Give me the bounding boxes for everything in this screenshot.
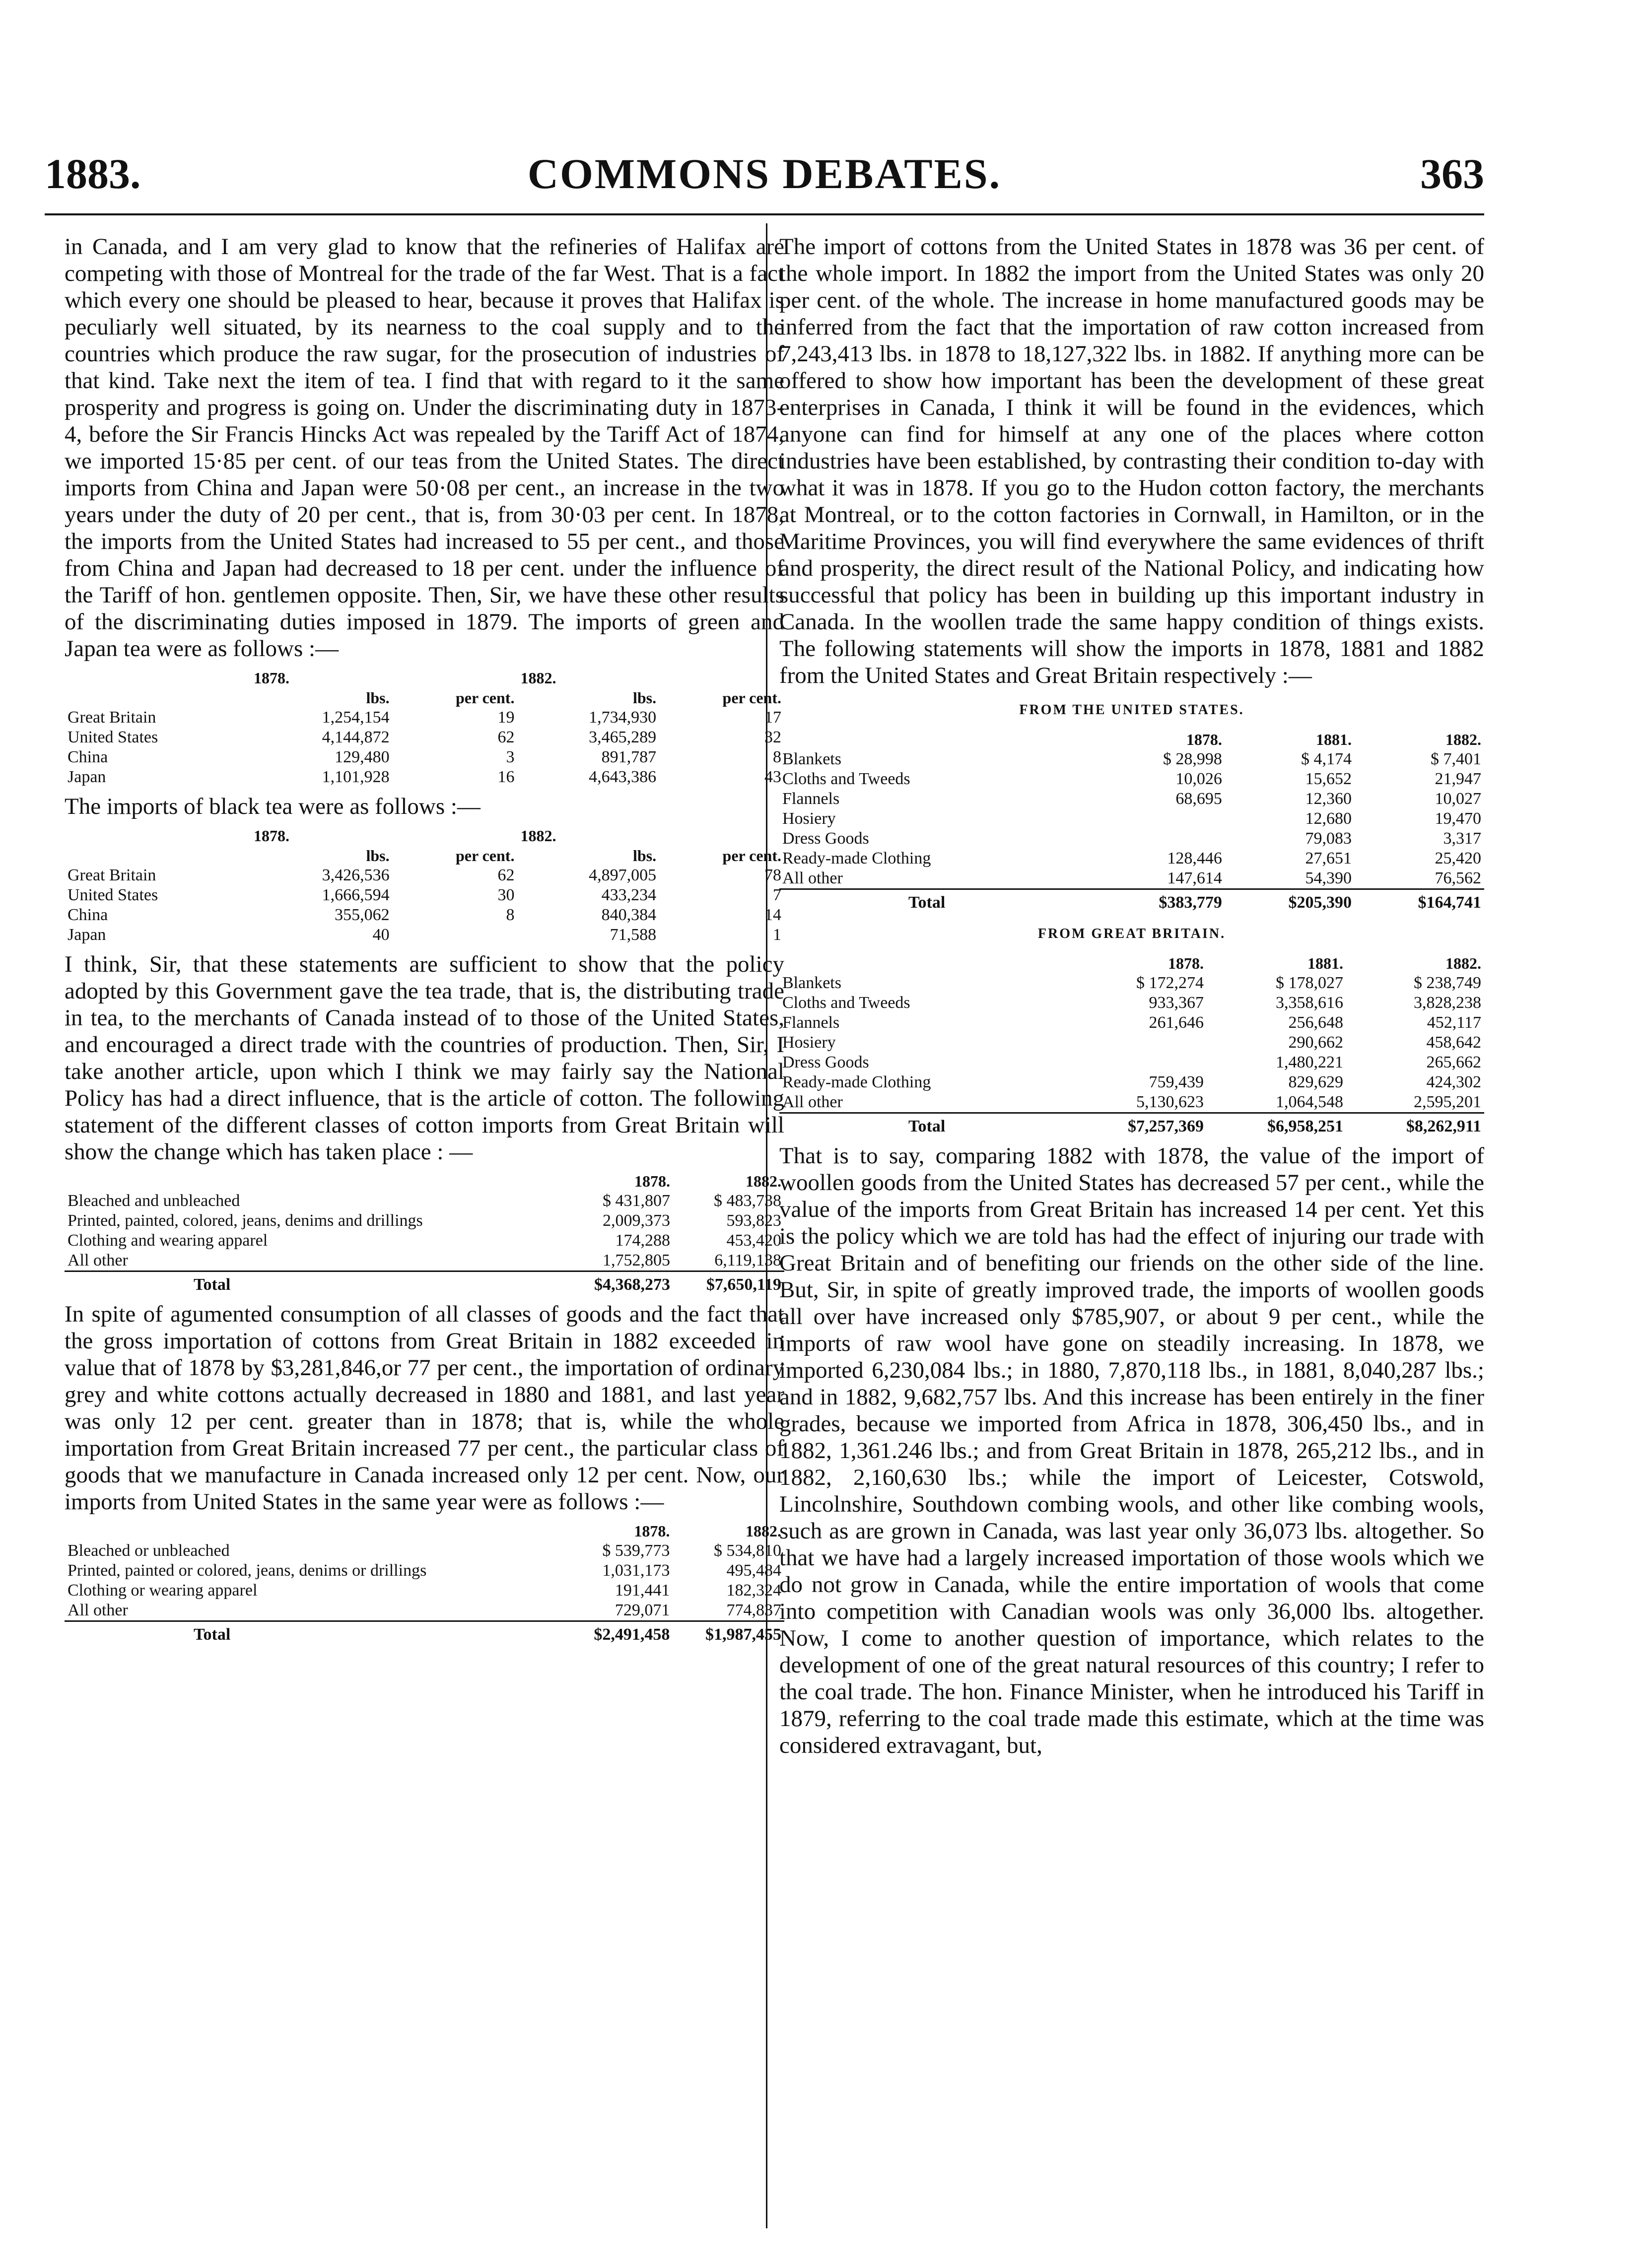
row-label: Great Britain — [68, 866, 156, 884]
total-cell: $2,491,458 — [561, 1621, 673, 1645]
cell: $ 28,998 — [1163, 750, 1222, 768]
cell: $ 7,401 — [1431, 750, 1481, 768]
cell: 2,595,201 — [1414, 1093, 1481, 1111]
cell: 79,083 — [1305, 829, 1352, 848]
row-label: Ready-made Clothing — [782, 1073, 931, 1091]
row-label: All other — [68, 1601, 128, 1619]
cell: 17 — [764, 708, 781, 727]
row-label: Cloths and Tweeds — [782, 994, 910, 1012]
table-header-units — [65, 688, 784, 708]
cell — [1067, 1053, 1207, 1072]
cell: 3,465,289 — [589, 728, 657, 746]
row-label: All other — [782, 869, 843, 887]
row-label: All other — [782, 1093, 843, 1111]
table-row — [779, 769, 1484, 789]
total-row — [779, 889, 1484, 913]
paragraph: In spite of agumented consumption of all classes of goods and the fact that the gross importation of cottons from Great Britain in 1882 exceeded in value that of 1878 by $3,281,846,or 77 per cent., the importation of ordinary grey and white cottons actually decreased in 1880 and 1881, and last year was only 12 per cent. greater than in 1878; that is, while the whole importation from Great Britain increased 77 per cent., the particular class of goods that we manufacture in Canada increased only 12 per cent. Now, our imports from United States in the same year were as follows :— — [65, 1301, 784, 1515]
cell: 759,439 — [1149, 1073, 1204, 1091]
table-row — [65, 885, 784, 905]
row-label: Japan — [68, 926, 106, 944]
year-header: 1881. — [1315, 731, 1352, 748]
row-label: Cloths and Tweeds — [782, 770, 910, 788]
total-cell: $7,650,119 — [673, 1271, 784, 1295]
cell: 774,837 — [726, 1601, 781, 1619]
cell: 840,384 — [601, 906, 657, 924]
cell: 62 — [497, 728, 515, 746]
total-cell: $4,368,273 — [560, 1271, 673, 1295]
table-row — [65, 866, 784, 885]
table-row — [779, 849, 1484, 868]
row-label: Ready-made Clothing — [782, 849, 931, 867]
cell: 19 — [497, 708, 515, 727]
table-caption: FROM GREAT BRITAIN. — [1037, 926, 1226, 941]
header-title: COMMONS DEBATES. — [527, 150, 1002, 198]
cell: $ 431,807 — [602, 1192, 670, 1210]
row-label: Printed, painted, colored, jeans, denims and drillings — [68, 1211, 423, 1230]
year-header: 1882. — [520, 669, 556, 687]
cotton-us-table — [65, 1521, 784, 1645]
row-label: Dress Goods — [782, 829, 869, 848]
cell: 729,071 — [615, 1601, 670, 1619]
cell: 261,646 — [1149, 1013, 1204, 1032]
paragraph: The imports of black tea were as follows :— — [65, 794, 481, 819]
cell: 829,629 — [1288, 1073, 1344, 1091]
cell: 3,426,536 — [322, 866, 390, 884]
cell — [393, 925, 518, 945]
cell: 5,130,623 — [1136, 1093, 1204, 1111]
row-label: China — [68, 748, 108, 766]
year-header: 1882. — [746, 1172, 781, 1190]
table-header-years — [779, 730, 1484, 749]
table-row — [779, 868, 1484, 889]
row-label: China — [68, 906, 108, 924]
cell: 1,734,930 — [589, 708, 657, 727]
unit-header: lbs. — [632, 847, 657, 865]
unit-header: per cent. — [455, 689, 515, 707]
cell: 62 — [497, 866, 515, 884]
total-label: Total — [779, 889, 1096, 913]
table-row — [779, 1013, 1484, 1033]
table-header-years — [65, 1171, 784, 1191]
cell — [1096, 829, 1225, 849]
cell: 1,752,805 — [602, 1251, 670, 1269]
cell: 191,441 — [615, 1581, 670, 1600]
cell: 128,446 — [1167, 849, 1222, 867]
cell: 4,897,005 — [589, 866, 657, 884]
cell: 453,420 — [726, 1231, 781, 1250]
cell — [1067, 1033, 1207, 1053]
cell: 12,360 — [1305, 790, 1352, 808]
right-column — [779, 233, 1484, 1759]
cell: 10,026 — [1175, 770, 1222, 788]
row-label: United States — [68, 728, 158, 746]
cell: 1,064,548 — [1276, 1093, 1344, 1111]
header-year: 1883. — [45, 150, 141, 198]
table-row — [65, 767, 784, 787]
cell: 4,144,872 — [322, 728, 390, 746]
table-header-years — [65, 668, 784, 688]
page-number: 363 — [1420, 150, 1484, 198]
paragraph: I think, Sir, that these statements are sufficient to show that the policy adopted by this Government gave the tea trade, that is, the distributing trade in tea, to the merchants of Canada instead of to those of the United States, and encouraged a direct trade with the countries of production. Then, Sir, I take another article, upon which I think we may fairly say the National Policy has had a direct influence, that is the article of cotton. The following statement of the different classes of cotton imports from Great Britain will show the change which has taken place : — — [65, 951, 784, 1165]
table-header-years — [779, 953, 1484, 973]
cell: 147,614 — [1167, 869, 1222, 887]
row-label: Dress Goods — [782, 1053, 869, 1071]
cell: 3,317 — [1443, 829, 1481, 848]
table-row — [779, 1033, 1484, 1053]
table-row — [65, 1191, 784, 1211]
year-header: 1878. — [253, 669, 289, 687]
table-row — [65, 925, 784, 945]
row-label: United States — [68, 886, 158, 904]
cell: 1,254,154 — [322, 708, 390, 727]
row-label: Printed, painted or colored, jeans, denims or drillings — [68, 1561, 427, 1580]
row-label: Blankets — [782, 974, 841, 992]
cell: 10,027 — [1435, 790, 1481, 808]
year-header: 1878. — [253, 827, 289, 845]
total-cell: $205,390 — [1225, 889, 1355, 913]
cell: 54,390 — [1305, 869, 1352, 887]
cell: 7 — [773, 886, 781, 904]
table-caption: FROM THE UNITED STATES. — [1019, 702, 1244, 718]
cell: 40 — [372, 926, 390, 944]
cell: 1,031,173 — [602, 1561, 670, 1580]
cell: 355,062 — [335, 906, 390, 924]
table-header-units — [65, 846, 784, 866]
cell: 27,651 — [1305, 849, 1352, 867]
table-row — [779, 973, 1484, 993]
total-cell: $8,262,911 — [1346, 1113, 1484, 1137]
row-label: Bleached and unbleached — [68, 1192, 240, 1210]
cell: 2,009,373 — [602, 1211, 670, 1230]
cell: 12,680 — [1305, 809, 1352, 828]
year-header: 1878. — [634, 1522, 670, 1540]
table-row — [65, 905, 784, 925]
cell: $ 539,773 — [602, 1541, 670, 1560]
cell: 452,117 — [1427, 1013, 1481, 1032]
total-cell: $164,741 — [1355, 889, 1484, 913]
green-tea-table — [65, 668, 784, 787]
row-label: Clothing or wearing apparel — [68, 1581, 258, 1600]
table-row — [65, 1231, 784, 1251]
year-header: 1878. — [1168, 954, 1204, 972]
year-header: 1882. — [1445, 954, 1481, 972]
cell: 4,643,386 — [589, 768, 657, 786]
cell: 433,234 — [601, 886, 657, 904]
table-row — [65, 1601, 784, 1621]
cell: 891,787 — [601, 748, 657, 766]
cell: 6,119,138 — [714, 1251, 781, 1269]
cell: $ 534,810 — [714, 1541, 781, 1560]
table-row — [65, 728, 784, 747]
row-label: Bleached or unbleached — [68, 1541, 230, 1560]
table-row — [779, 809, 1484, 829]
table-row — [779, 993, 1484, 1013]
row-label: Japan — [68, 768, 106, 786]
row-label: Great Britain — [68, 708, 156, 727]
paragraph: in Canada, and I am very glad to know that the refineries of Halifax are competing with those of Montreal for the trade of the far West. That is a fact which every one should be pleased to hear, because it proves that Halifax is peculiarly well situated, by its nearness to the coal supply and to the countries which produce the raw sugar, for the prosecution of industries of that kind. Take next the item of tea. I find that with regard to it the same prosperity and progress is going on. Under the discriminating duty in 1873-4, before the Sir Francis Hincks Act was repealed by the Tariff Act of 1874, we imported 15·85 per cent. of our teas from the United States. The direct imports from China and Japan were 50·08 per cent., an increase in the two years under the duty of 20 per cent., that is, from 30·03 per cent. In 1878, the imports from the United States had increased to 55 per cent., and those from China and Japan had decreased to 18 per cent. under the influence of the Tariff of hon. gentlemen opposite. Then, Sir, we have these other results of the discriminating duties imposed in 1879. The imports of green and Japan tea were as follows :— — [65, 234, 784, 662]
wool-us-table — [779, 730, 1484, 913]
paragraph: That is to say, comparing 1882 with 1878, the value of the import of woollen goods from the United States has decreased 57 per cent., while the value of the imports from Great Britain has increased 14 per cent. Yet this is the policy which we are told has had the effect of injuring our trade with Great Britain and of benefiting our friends on the other side of the line. But, Sir, in spite of greatly improved trade, the imports of woollen goods all over have increased only $785,907, or about 9 per cent., while the imports of raw wool have gone on steadily increasing. In 1878, we imported 6,230,084 lbs.; in 1880, 7,870,118 lbs., in 1881, 8,040,287 lbs.; and in 1882, 9,682,757 lbs. And this increase has been entirely in the finer grades, because we imported from Africa in 1878, 306,450 lbs., and in 1882, 1,361.246 lbs.; and from Great Britain in 1878, 265,212 lbs., and in 1882, 2,160,630 lbs.; while the import of Leicester, Cotswold, Lincolnshire, Southdown combing wools, and other like combing wools, such as are grown in Canada, was last year only 36,073 lbs. altogether. So that we have had a largely increased importation of those wools which we do not grow in Canada, while the entire importation of wools that come into competition with Canadian wools was only 36,000 lbs. altogether. Now, I come to another question of importance, which relates to the development of one of the great natural resources of this country; I refer to the coal trade. The hon. Finance Minister, when he introduced his Tariff in 1879, referring to the coal trade made this estimate, which at the time was considered extravagant, but, — [779, 1143, 1484, 1758]
total-cell: $6,958,251 — [1207, 1113, 1346, 1137]
cell: 458,642 — [1426, 1033, 1481, 1052]
wool-gb-table — [779, 953, 1484, 1136]
cell: $ 238,749 — [1414, 974, 1481, 992]
total-label: Total — [65, 1271, 560, 1295]
row-label: Flannels — [782, 1013, 840, 1032]
year-header: 1882. — [1445, 731, 1481, 748]
row-label: All other — [68, 1251, 128, 1269]
cell: 68,695 — [1175, 790, 1222, 808]
row-label: Hosiery — [782, 1033, 836, 1052]
cell: 21,947 — [1435, 770, 1481, 788]
cell — [1096, 809, 1225, 829]
table-row — [65, 1251, 784, 1271]
row-label: Blankets — [782, 750, 841, 768]
cell: 25,420 — [1435, 849, 1481, 867]
cell: 76,562 — [1435, 869, 1481, 887]
cell: 593,823 — [726, 1211, 781, 1230]
table-row — [65, 747, 784, 767]
header-rule — [45, 213, 1484, 215]
cell: 8 — [773, 748, 781, 766]
cell: 3 — [506, 748, 515, 766]
cell: 1 — [773, 926, 781, 944]
cell: 933,367 — [1149, 994, 1204, 1012]
total-label: Total — [779, 1113, 1067, 1137]
cell: 256,648 — [1288, 1013, 1344, 1032]
table-row — [779, 1072, 1484, 1092]
unit-header: lbs. — [366, 847, 390, 865]
table-header-years — [65, 826, 784, 846]
cell: 424,302 — [1426, 1073, 1481, 1091]
table-header-years — [65, 1521, 784, 1541]
cell: 182,324 — [726, 1581, 781, 1600]
cell: 1,480,221 — [1276, 1053, 1344, 1071]
table-row — [65, 1541, 784, 1561]
table-row — [779, 789, 1484, 809]
cell: $ 483,738 — [714, 1192, 781, 1210]
cell: 43 — [764, 768, 781, 786]
row-label: Hosiery — [782, 809, 836, 828]
year-header: 1882. — [746, 1522, 781, 1540]
cell: 290,662 — [1288, 1033, 1344, 1052]
table-row — [65, 708, 784, 728]
unit-header: lbs. — [366, 689, 390, 707]
cell: $ 178,027 — [1276, 974, 1344, 992]
cell: 1,666,594 — [322, 886, 390, 904]
cell: 3,828,238 — [1414, 994, 1481, 1012]
cell: 78 — [764, 866, 781, 884]
table-row — [779, 749, 1484, 769]
cell: 3,358,616 — [1276, 994, 1344, 1012]
year-header: 1881. — [1307, 954, 1344, 972]
table-row — [779, 829, 1484, 849]
unit-header: per cent. — [722, 689, 781, 707]
cotton-gb-table — [65, 1171, 784, 1295]
cell: 19,470 — [1435, 809, 1481, 828]
table-row — [65, 1211, 784, 1231]
cell: 32 — [764, 728, 781, 746]
cell: 71,588 — [610, 926, 657, 944]
cell: $ 4,174 — [1301, 750, 1352, 768]
cell: 16 — [497, 768, 515, 786]
cell: 265,662 — [1426, 1053, 1481, 1071]
unit-header: per cent. — [455, 847, 515, 865]
year-header: 1882. — [520, 827, 556, 845]
total-row — [779, 1113, 1484, 1137]
table-row — [65, 1561, 784, 1581]
total-row — [65, 1271, 784, 1295]
cell: $ 172,274 — [1136, 974, 1204, 992]
total-cell: $7,257,369 — [1067, 1113, 1207, 1137]
cell: 1,101,928 — [322, 768, 390, 786]
table-row — [65, 1581, 784, 1601]
paragraph: The import of cottons from the United States in 1878 was 36 per cent. of the whole import. In 1882 the import from the United States was only 20 per cent. of the whole. The increase in home manufactured goods may be inferred from the fact that the importation of raw cotton increased from 7,243,413 lbs. in 1878 to 18,127,322 lbs. in 1882. If anything more can be offered to show how important has been the development of these great enterprises in Canada, I think it will be found in the evidences, which anyone can find for himself at any one of the places where cotton industries have been established, by contrasting their condition to-day with what it was in 1878. If you go to the Hudon cotton factory, the merchants at Montreal, or to the cotton factories in Cornwall, in Hamilton, or in the Maritime Provinces, you will find everywhere the same evidences of thrift and prosperity, the direct result of the National Policy, and indicating how successful that policy has been in building up this important industry in Canada. In the woollen trade the same happy condition of things exists. The following statements will show the imports in 1878, 1881 and 1882 from the United States and Great Britain respectively :— — [779, 234, 1484, 688]
black-tea-table — [65, 826, 784, 945]
year-header: 1878. — [1186, 731, 1222, 748]
total-cell: $1,987,455 — [673, 1621, 784, 1645]
total-row — [65, 1621, 784, 1645]
cell: 15,652 — [1305, 770, 1352, 788]
total-label: Total — [65, 1621, 561, 1645]
cell: 129,480 — [335, 748, 390, 766]
cell: 495,484 — [726, 1561, 781, 1580]
unit-header: lbs. — [632, 689, 657, 707]
total-cell: $383,779 — [1096, 889, 1225, 913]
row-label: Clothing and wearing apparel — [68, 1231, 268, 1250]
left-column — [65, 233, 784, 1651]
cell: 14 — [764, 906, 781, 924]
row-label: Flannels — [782, 790, 840, 808]
table-row — [779, 1092, 1484, 1113]
year-header: 1878. — [634, 1172, 670, 1190]
page-header — [45, 149, 1484, 208]
cell: 30 — [497, 886, 515, 904]
unit-header: per cent. — [722, 847, 781, 865]
table-row — [779, 1053, 1484, 1072]
cell: 8 — [506, 906, 515, 924]
cell: 174,288 — [615, 1231, 670, 1250]
